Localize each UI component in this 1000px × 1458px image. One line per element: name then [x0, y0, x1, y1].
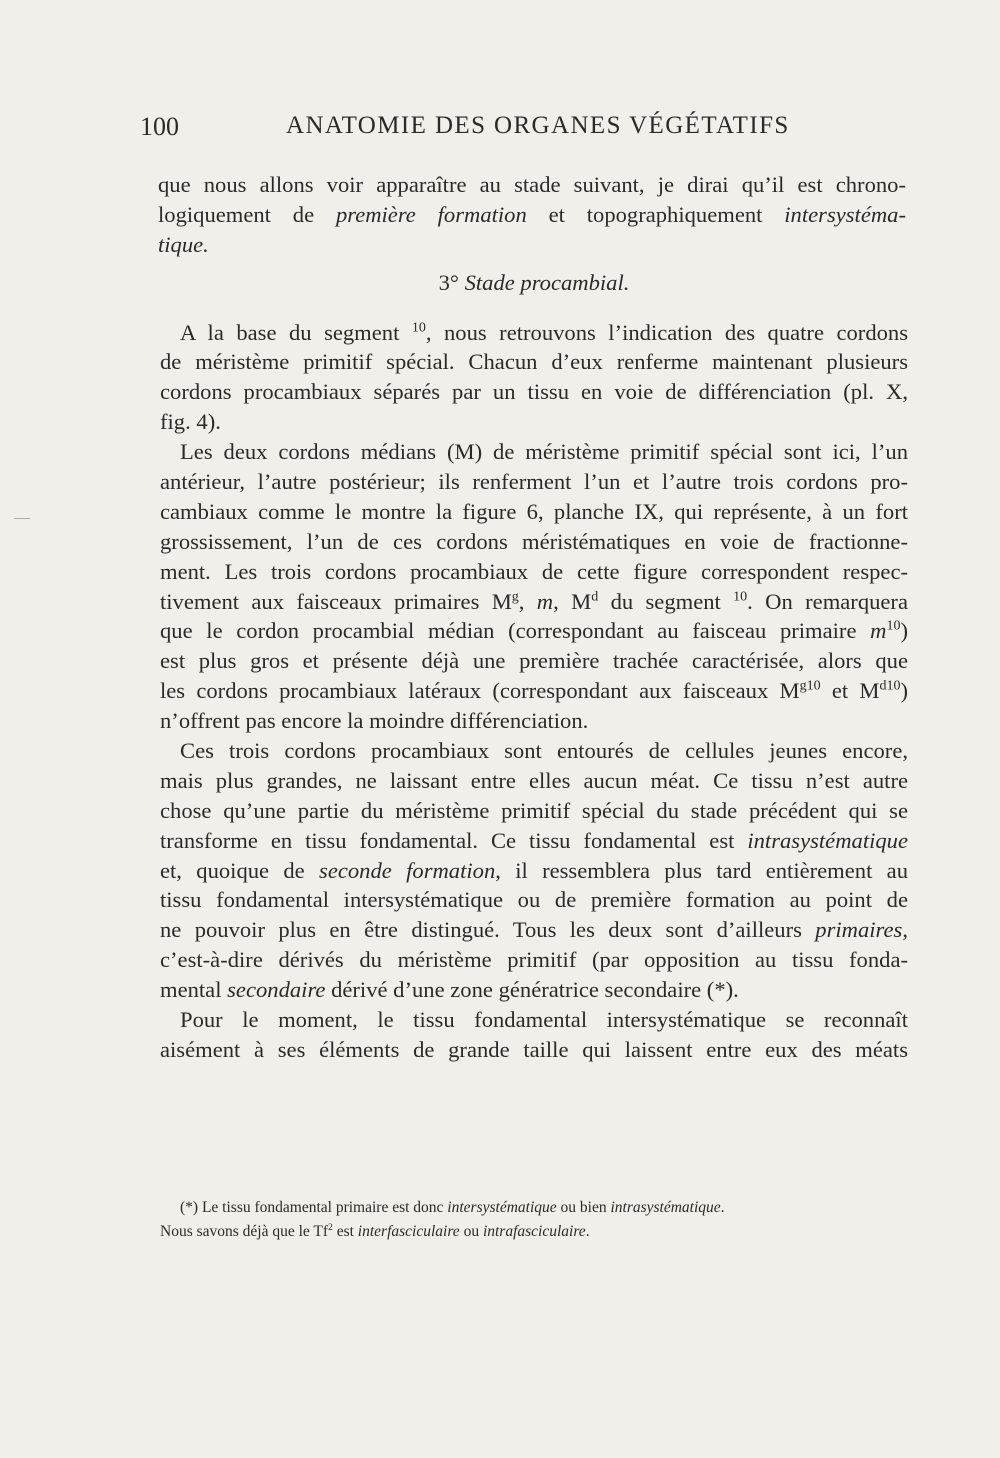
text-line: ment. Les trois cordons procambiaux de cette figure correspondent respec-	[160, 558, 908, 584]
margin-mark	[14, 518, 30, 522]
text-line: aisément à ses éléments de grande taille qui laissent entre eux des méats	[160, 1036, 908, 1062]
text-line: Les deux cordons médians (M) de méristème primitif spécial sont ici, l’un	[180, 439, 908, 465]
running-title: ANATOMIE DES ORGANES VÉGÉTATIFS	[286, 112, 790, 139]
text-line: mais plus grandes, ne laissant entre elles aucun méat. Ce tissu n’est autre	[160, 767, 908, 793]
text-line: que nous allons voir apparaître au stade suivant, je dirai qu’il est chrono-	[158, 172, 906, 197]
text-line: tivement aux faisceaux primaires $M^g$, m, $M^d$ du segment $^{10}$. On remarquera	[160, 588, 908, 614]
text-line: c’est-à-dire dérivés du méristème primitif (par opposition au tissu fonda-	[160, 947, 908, 973]
footnote-line: (*) Le tissu fondamental primaire est donc intersystématique ou bien intrasystématique.	[180, 1199, 725, 1216]
footnote	[160, 1196, 915, 1244]
text-line: chose qu’une partie du méristème primitif spécial du stade précédent qui se	[160, 797, 908, 823]
text-line: Ces trois cordons procambiaux sont entourés de cellules jeunes encore,	[180, 738, 908, 764]
text-line: est plus gros et présente déjà une première trachée caractérisée, alors que	[160, 648, 908, 674]
text-line: les cordons procambiaux latéraux (correspondant aux faisceaux $M^{g10}$ et $M^{d10}$)	[160, 678, 908, 704]
section-heading: 3° Stade procambial.	[438, 269, 630, 295]
text-line: n’offrent pas encore la moindre différenciation.	[160, 708, 589, 734]
page-number: 100	[140, 112, 179, 141]
text-line: de méristème primitif spécial. Chacun d’eux renferme maintenant plusieurs	[160, 349, 908, 375]
text-line: grossissement, l’un de ces cordons méristématiques en voie de fractionne-	[160, 528, 908, 554]
page-header	[140, 112, 910, 152]
text-line: fig. 4).	[160, 409, 221, 435]
footnote-line: Nous savons déjà que le Tf$^2$ est interfasciculaire ou intrafasciculaire.	[160, 1222, 590, 1240]
body-text	[160, 170, 908, 1065]
text-line: que le cordon procambial médian (correspondant au faisceau primaire $m^{10}$)	[160, 618, 908, 644]
text-line: antérieur, l’autre postérieur; ils renferment l’un et l’autre trois cordons pro-	[160, 469, 908, 495]
text-line: et, quoique de seconde formation, il ressemblera plus tard entièrement au	[160, 857, 909, 883]
text-line: transforme en tissu fondamental. Ce tissu fondamental est intrasystématique	[160, 827, 908, 853]
text-line: tissu fondamental intersystématique ou de première formation au point de	[160, 887, 908, 913]
text-line: cordons procambiaux séparés par un tissu en voie de différenciation (pl. X,	[160, 379, 908, 405]
text-line: A la base du segment $^{10}$, nous retrouvons l’indication des quatre cordons	[180, 319, 909, 345]
text-line: logiquement de première formation et topographiquement intersystéma-	[158, 201, 906, 227]
text-line: mental secondaire dérivé d’une zone génératrice secondaire (*).	[160, 977, 739, 1003]
text-line: cambiaux comme le montre la figure 6, planche IX, qui représente, à un fort	[160, 498, 908, 524]
text-line: Pour le moment, le tissu fondamental intersystématique se reconnaît	[180, 1007, 908, 1033]
text-line: tique.	[158, 231, 209, 257]
text-line: ne pouvoir plus en être distingué. Tous les deux sont d’ailleurs primaires,	[160, 917, 908, 943]
